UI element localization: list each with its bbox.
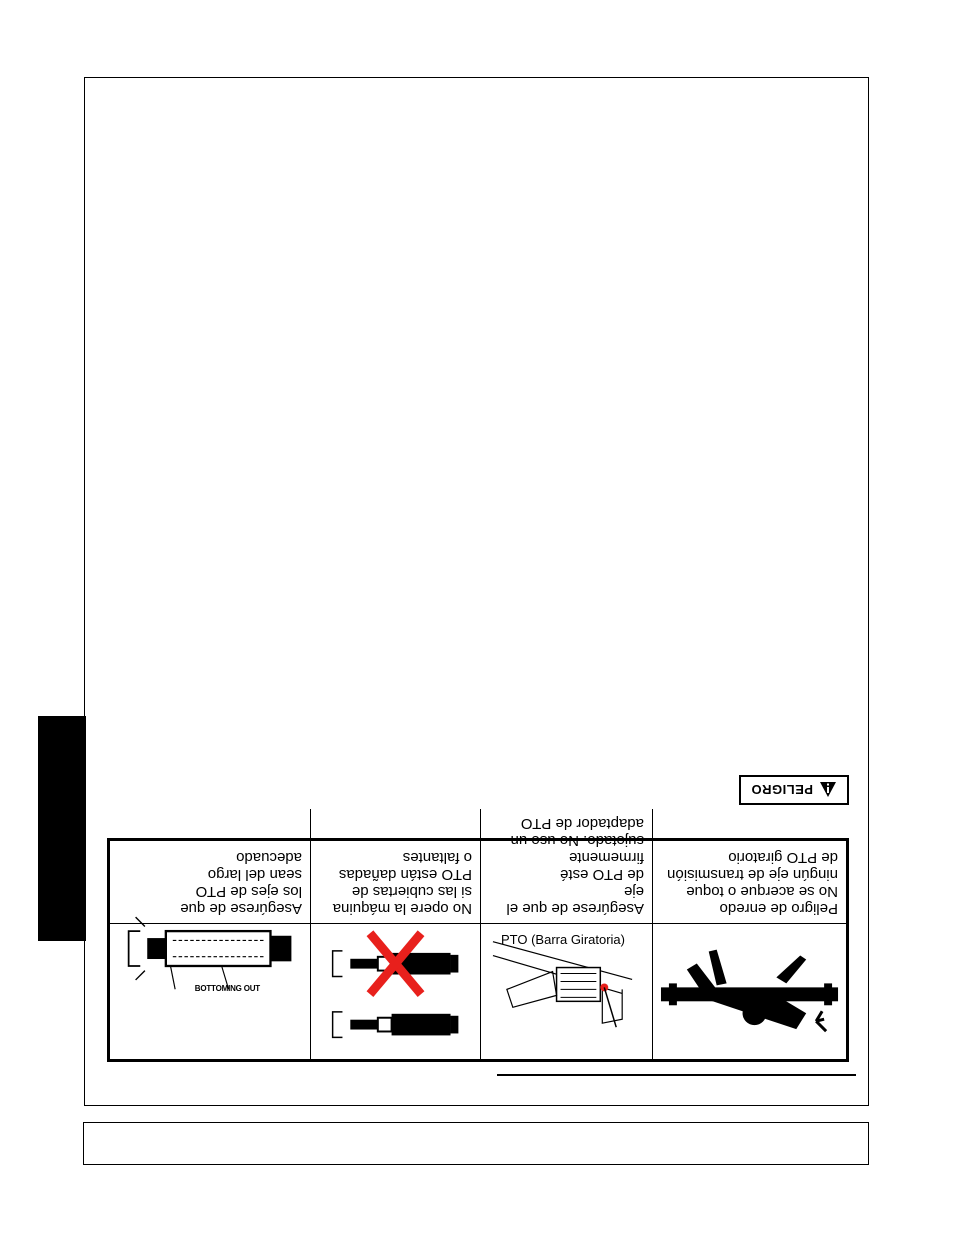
damaged-shields-figure <box>311 925 480 1059</box>
panel-figure-pto-shaft <box>480 923 652 1059</box>
panel-4-text: Asegúrese de que los ejes de PTO sean del largo adecuado <box>180 849 302 917</box>
panel-figure-entanglement <box>652 923 846 1059</box>
panel-text-pto-shaft <box>480 809 652 923</box>
panel-text-entanglement <box>652 809 846 923</box>
panel-figure-damaged-shields <box>310 923 480 1059</box>
panel-2-text: Asegúrese de que el eje de PTO esté firmemente sujetado. No use un adaptador de PTO <box>506 815 644 917</box>
panel-figure-bottoming-out <box>110 923 310 1059</box>
danger-signal-word <box>739 775 849 805</box>
footer-box <box>83 1122 869 1165</box>
pto-label: PTO (Barra Giratoria) <box>501 932 626 947</box>
panel-1-text: Peligro de enredo No se acerque o toque ningún eje de transmisión de PTO giratorio <box>667 849 838 917</box>
safety-decal-upside-down <box>102 766 852 1062</box>
bottoming-out-label: BOTTOMING OUT <box>194 984 260 993</box>
panel-text-bottoming-out <box>110 809 310 923</box>
bottoming-out-figure <box>110 901 310 1059</box>
entanglement-figure <box>653 924 846 1059</box>
warning-triangle-icon <box>819 782 837 799</box>
footer-rule <box>497 1074 856 1076</box>
section-tab <box>38 716 86 941</box>
decal-panel-grid <box>107 815 849 1062</box>
peligro-label: PELIGRO <box>751 782 814 798</box>
panel-text-damaged-shields <box>310 809 480 923</box>
panel-3-text: No opere la máquina si las cubiertas de PTO están dañadas o faltantes <box>332 849 472 917</box>
